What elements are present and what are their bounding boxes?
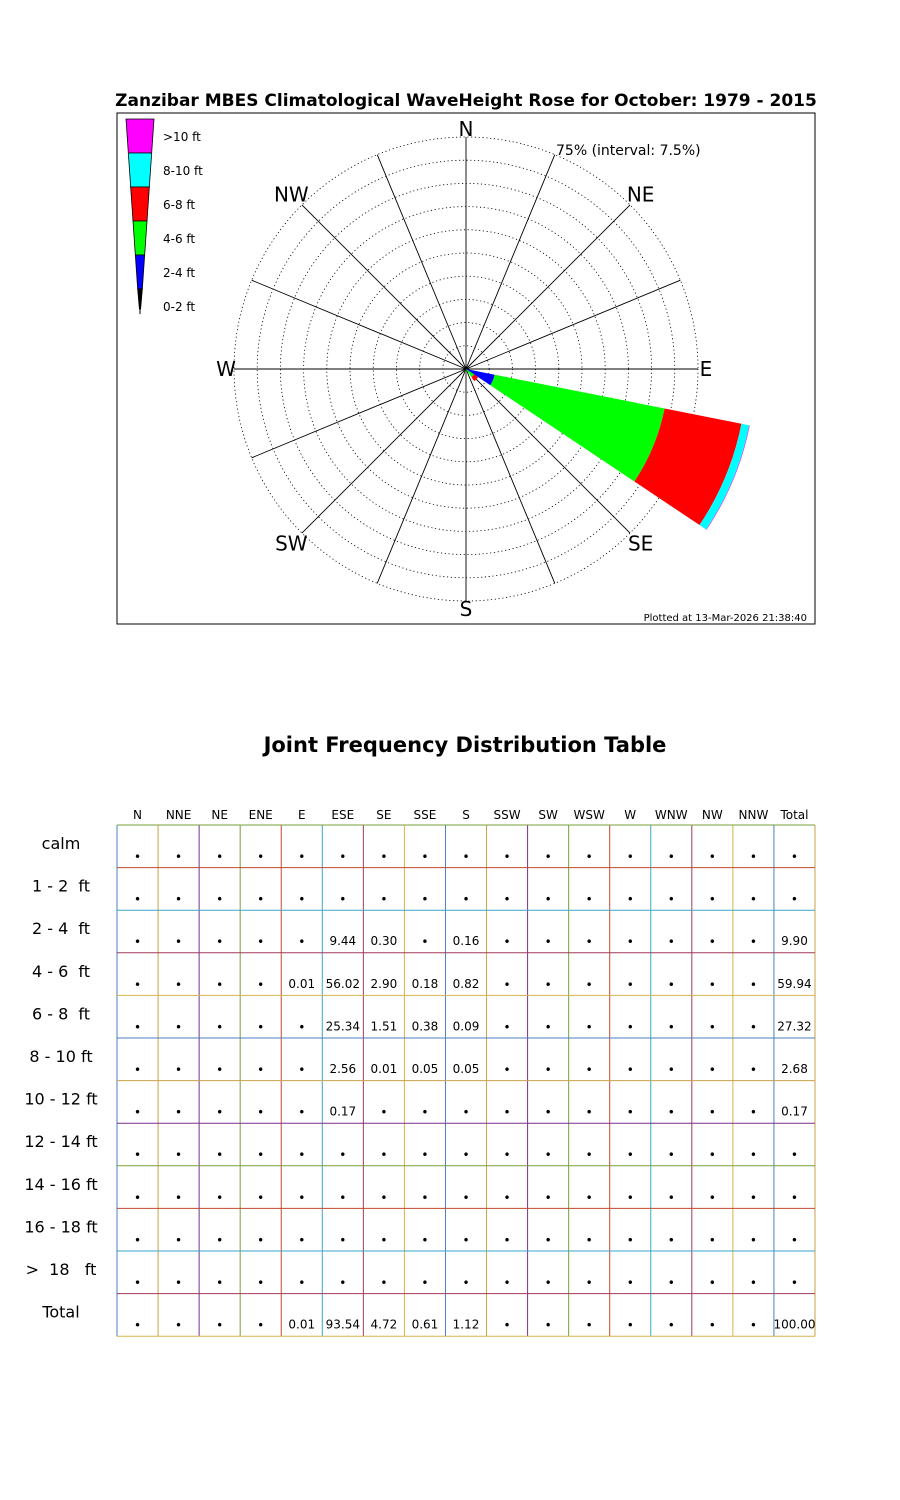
table-cell: 0.01	[370, 1062, 398, 1076]
table-cell: •	[749, 1276, 757, 1290]
table-cell: •	[667, 977, 675, 992]
table-cell: •	[626, 850, 634, 864]
table-cell: •	[298, 1148, 306, 1163]
table-cell: •	[339, 1276, 347, 1290]
table-cell: •	[257, 1105, 265, 1120]
table-cell: •	[503, 892, 511, 907]
table-cell: •	[708, 1233, 716, 1248]
table-cell: 9.90	[781, 934, 808, 949]
table-cell: •	[175, 1148, 183, 1163]
table-cell: •	[421, 935, 429, 950]
table-cell: •	[380, 1190, 388, 1205]
table-cell: •	[216, 1148, 224, 1163]
table-cell: •	[380, 892, 388, 907]
table-cell: •	[708, 892, 716, 907]
table-cell: •	[421, 1105, 429, 1120]
table-cell: •	[133, 1276, 142, 1290]
row-header: 12 - 14 ft	[24, 1132, 98, 1152]
table-cell: •	[626, 1318, 634, 1333]
table-cell: •	[585, 1063, 593, 1077]
row-header: > 18 ft	[25, 1260, 97, 1279]
column-header-ssw: SSW	[493, 808, 521, 822]
column-header-total: Total	[780, 808, 809, 822]
table-cell: •	[667, 892, 675, 907]
table-cell: 0.17	[781, 1104, 808, 1119]
table-cell: •	[380, 1233, 388, 1248]
legend-swatch-3	[133, 221, 147, 255]
table-cell: 93.54	[325, 1317, 360, 1332]
table-cell: •	[626, 1105, 634, 1120]
table-cell: •	[175, 1020, 183, 1035]
table-cell: •	[462, 1148, 470, 1163]
table-cell: •	[544, 892, 552, 907]
table-cell: •	[216, 935, 224, 950]
table-cell: •	[133, 1063, 142, 1077]
table-cell: •	[216, 1318, 224, 1333]
table-cell: •	[544, 1276, 552, 1290]
table-cell: 4.72	[370, 1317, 398, 1332]
table-cell: •	[257, 892, 265, 907]
table-cell: 0.16	[452, 934, 480, 949]
joint-frequency-table	[0, 790, 900, 1350]
column-header-s: S	[462, 808, 470, 822]
table-cell: 2.56	[329, 1062, 357, 1076]
table-cell: •	[133, 977, 142, 992]
compass-label-sw: SW	[275, 531, 308, 556]
legend-label-1: 8-10 ft	[163, 164, 203, 178]
table-cell: •	[585, 1105, 593, 1120]
table-cell: •	[790, 1276, 799, 1290]
table-cell: •	[585, 1233, 593, 1248]
table-cell: •	[421, 850, 429, 864]
table-cell: •	[790, 1148, 799, 1163]
table-cell: •	[790, 892, 799, 907]
compass-label-w: W	[216, 357, 236, 381]
table-cells	[134, 850, 815, 1333]
row-header: 6 - 8 ft	[31, 1004, 91, 1024]
row-header: Total	[42, 1302, 80, 1322]
column-header-se: SE	[376, 808, 392, 822]
table-cell: •	[133, 935, 142, 950]
table-cell: 0.01	[288, 1317, 316, 1332]
table-cell: •	[544, 1105, 552, 1120]
table-cell: •	[749, 1233, 757, 1248]
table-cell: •	[216, 892, 224, 907]
table-cell: •	[503, 1233, 511, 1248]
table-cell: •	[216, 1020, 224, 1035]
table-cell: •	[175, 1233, 183, 1248]
table-cell: •	[544, 977, 552, 992]
table-cell: 9.44	[329, 934, 357, 949]
row-header: 2 - 4 ft	[31, 919, 91, 939]
table-cell: 1.51	[370, 1019, 398, 1034]
legend-label-0: >10 ft	[163, 130, 201, 144]
column-header-w: W	[624, 808, 637, 822]
table-cell: 0.05	[411, 1062, 439, 1076]
table-cell: •	[544, 1318, 552, 1333]
table-cell: •	[380, 850, 388, 864]
table-cell: •	[749, 850, 757, 864]
table-cell: 0.05	[452, 1062, 480, 1076]
legend-swatch-1	[128, 153, 151, 187]
compass-label-e: E	[699, 357, 713, 381]
table-cell: •	[503, 1318, 511, 1333]
table-cell: •	[298, 850, 306, 864]
table-cell: •	[298, 1063, 306, 1077]
table-cell: •	[667, 1148, 675, 1163]
table-cell: •	[298, 1190, 306, 1205]
column-header-ene: ENE	[248, 808, 273, 822]
table-cell: •	[133, 1318, 142, 1333]
table-cell: 0.38	[411, 1019, 439, 1034]
table-cell: •	[626, 892, 634, 907]
table-cell: •	[749, 1190, 757, 1205]
table-cell: •	[380, 1276, 388, 1290]
table-cell: •	[749, 1318, 757, 1333]
column-header-sse: SSE	[413, 808, 437, 822]
table-cell: •	[339, 1190, 347, 1205]
table-cell: •	[133, 1190, 142, 1205]
table-cell: •	[339, 892, 347, 907]
table-cell: •	[216, 1105, 224, 1120]
compass-label-ne: NE	[626, 182, 655, 207]
table-cell: •	[421, 1190, 429, 1205]
table-cell: •	[708, 935, 716, 950]
table-cell: •	[175, 850, 183, 864]
table-cell: •	[462, 1233, 470, 1248]
table-cell: •	[257, 935, 265, 950]
table-cell: •	[667, 850, 675, 864]
table-cell: •	[585, 935, 593, 950]
table-cell: •	[626, 1233, 634, 1248]
table-cell: •	[216, 1190, 224, 1205]
column-header-n: N	[133, 808, 143, 822]
table-cell: •	[708, 1105, 716, 1120]
table-cell: •	[175, 977, 183, 992]
table-cell: •	[503, 1148, 511, 1163]
table-cell: •	[216, 1276, 224, 1290]
table-cell: •	[298, 935, 306, 950]
table-cell: •	[133, 850, 142, 864]
table-cell: •	[585, 1190, 593, 1205]
table-cell: •	[133, 1233, 142, 1248]
table-cell: •	[298, 1105, 306, 1120]
legend-swatch-2	[131, 187, 150, 221]
column-header-nne: NNE	[165, 808, 192, 822]
table-cell: 2.68	[781, 1062, 808, 1076]
table-cell: •	[462, 1105, 470, 1120]
table-cell: •	[708, 1020, 716, 1035]
table-cell: •	[175, 892, 183, 907]
compass-label-s: S	[459, 597, 473, 621]
table-cell: 0.82	[452, 976, 480, 991]
table-cell: •	[626, 1020, 634, 1035]
table-cell: •	[749, 1148, 757, 1163]
table-cell: •	[462, 892, 470, 907]
table-cell: •	[544, 850, 552, 864]
table-cell: •	[216, 1233, 224, 1248]
table-cell: •	[175, 935, 183, 950]
table-cell: •	[708, 977, 716, 992]
table-cell: •	[380, 1148, 388, 1163]
row-header: 14 - 16 ft	[24, 1174, 98, 1194]
row-header: 8 - 10 ft	[29, 1047, 93, 1066]
table-cell: •	[298, 1233, 306, 1248]
table-cell: •	[503, 1190, 511, 1205]
table-cell: •	[503, 1020, 511, 1035]
table-cell: •	[503, 1276, 511, 1290]
plotted-timestamp: Plotted at 13-Mar-2026 21:38:40	[643, 613, 807, 624]
table-cell: •	[708, 850, 716, 864]
table-cell: •	[585, 977, 593, 992]
table-cell: •	[216, 1063, 224, 1077]
wave-rose-chart	[0, 0, 900, 640]
row-header: calm	[41, 834, 81, 853]
column-header-wsw: WSW	[573, 808, 605, 822]
table-cell: •	[298, 1276, 306, 1290]
compass-label-nw: NW	[273, 182, 309, 207]
table-cell: •	[544, 1063, 552, 1077]
table-cell: •	[175, 1190, 183, 1205]
column-header-sw: SW	[538, 808, 558, 822]
table-cell: •	[667, 1276, 675, 1290]
table-cell: 25.34	[325, 1019, 360, 1034]
table-cell: 0.30	[370, 934, 398, 949]
row-header: 10 - 12 ft	[24, 1089, 98, 1109]
table-cell: •	[749, 892, 757, 907]
table-cell: •	[585, 1148, 593, 1163]
table-cell: •	[421, 892, 429, 907]
rose-title: Zanzibar MBES Climatological WaveHeight Rose for October: 1979 - 2015	[115, 91, 817, 111]
table-cell: •	[708, 1276, 716, 1290]
table-cell: •	[462, 1190, 470, 1205]
table-cell: •	[667, 1318, 675, 1333]
table-cell: •	[339, 850, 347, 864]
table-cell: •	[257, 1233, 265, 1248]
legend-label-5: 0-2 ft	[163, 300, 196, 314]
compass-label-n: N	[458, 117, 474, 141]
table-cell: •	[749, 977, 757, 992]
column-header-nnw: NNW	[738, 808, 769, 822]
table-cell: •	[585, 892, 593, 907]
table-cell: •	[544, 935, 552, 950]
table-cell: •	[585, 1318, 593, 1333]
table-cell: •	[585, 1020, 593, 1035]
table-cell: •	[257, 1020, 265, 1035]
table-cell: •	[503, 977, 511, 992]
table-cell: 0.01	[288, 976, 316, 991]
table-cell: •	[133, 1148, 142, 1163]
table-cell: •	[749, 1063, 757, 1077]
table-row-headers	[24, 834, 97, 1322]
table-cell: •	[790, 1233, 799, 1248]
row-header: 4 - 6 ft	[31, 961, 91, 981]
table-cell: •	[708, 1190, 716, 1205]
table-cell: •	[216, 850, 224, 864]
ring-interval-label: 75% (interval: 7.5%)	[556, 143, 701, 159]
table-cell: •	[626, 1063, 634, 1077]
table-cell: 56.02	[325, 976, 360, 991]
table-cell: •	[421, 1276, 429, 1290]
table-cell: •	[749, 1105, 757, 1120]
table-cell: •	[133, 892, 142, 907]
table-cell: •	[790, 850, 799, 864]
table-cell: 0.18	[411, 976, 439, 991]
table-cell: •	[626, 1190, 634, 1205]
table-cell: •	[298, 1020, 306, 1035]
table-cell: •	[667, 1020, 675, 1035]
table-cell: 0.61	[411, 1317, 439, 1332]
table-cell: •	[133, 1020, 142, 1035]
table-cell: 0.17	[329, 1104, 357, 1119]
table-cell: 59.94	[777, 976, 812, 991]
table-cell: •	[503, 850, 511, 864]
table-cell: •	[175, 1318, 183, 1333]
table-cell: •	[339, 1148, 347, 1163]
table-cell: •	[667, 935, 675, 950]
table-cell: •	[790, 1190, 799, 1205]
table-cell: •	[544, 1190, 552, 1205]
table-cell: •	[667, 1233, 675, 1248]
table-cell: •	[585, 850, 593, 864]
column-header-ese: ESE	[331, 808, 355, 822]
table-cell: •	[257, 1190, 265, 1205]
table-cell: •	[544, 1233, 552, 1248]
table-cell: •	[257, 1276, 265, 1290]
table-cell: •	[503, 935, 511, 950]
table-cell: •	[175, 1063, 183, 1077]
table-cell: •	[626, 1148, 634, 1163]
table-cell: •	[462, 1276, 470, 1290]
table-cell: •	[380, 1105, 388, 1120]
compass-label-se: SE	[627, 531, 654, 556]
column-header-e: E	[297, 808, 306, 822]
table-cell: •	[257, 1318, 265, 1333]
table-title: Joint Frequency Distribution Table	[263, 733, 667, 757]
table-cell: •	[544, 1148, 552, 1163]
table-cell: 1.12	[452, 1317, 480, 1332]
table-column-headers	[133, 808, 808, 822]
table-cell: •	[462, 850, 470, 864]
table-cell: •	[257, 850, 265, 864]
row-header: 16 - 18 ft	[24, 1217, 98, 1237]
table-cell: •	[667, 1190, 675, 1205]
table-cell: •	[257, 1063, 265, 1077]
legend-label-3: 4-6 ft	[163, 232, 196, 246]
table-cell: •	[257, 1148, 265, 1163]
table-cell: •	[298, 892, 306, 907]
table-cell: •	[503, 1063, 511, 1077]
table-cell: 0.09	[452, 1019, 480, 1034]
table-cell: •	[175, 1276, 183, 1290]
table-cell: •	[626, 935, 634, 950]
table-cell: •	[626, 977, 634, 992]
table-cell: •	[175, 1105, 183, 1120]
table-cell: 2.90	[370, 976, 398, 991]
row-header: 1 - 2 ft	[31, 876, 91, 896]
table-cell: •	[626, 1276, 634, 1290]
table-cell: •	[749, 1020, 757, 1035]
table-cell: •	[339, 1233, 347, 1248]
table-cell: 100.00	[773, 1317, 816, 1332]
table-cell: 27.32	[777, 1019, 812, 1034]
column-header-wnw: WNW	[654, 808, 688, 822]
table-cell: •	[133, 1105, 142, 1120]
legend-label-4: 2-4 ft	[163, 266, 196, 280]
table-cell: •	[667, 1063, 675, 1077]
table-cell: •	[257, 977, 265, 992]
table-cell: •	[708, 1318, 716, 1333]
table-cell: •	[216, 977, 224, 992]
table-cell: •	[749, 935, 757, 950]
column-header-nw: NW	[701, 808, 723, 822]
table-cell: •	[585, 1276, 593, 1290]
table-cell: •	[708, 1148, 716, 1163]
table-cell: •	[503, 1105, 511, 1120]
table-cell: •	[667, 1105, 675, 1120]
table-cell: •	[544, 1020, 552, 1035]
table-cell: •	[708, 1063, 716, 1077]
column-header-ne: NE	[211, 808, 228, 822]
table-cell: •	[421, 1233, 429, 1248]
legend-swatch-0	[126, 119, 154, 153]
legend-label-2: 6-8 ft	[163, 198, 196, 212]
table-cell: •	[421, 1148, 429, 1163]
